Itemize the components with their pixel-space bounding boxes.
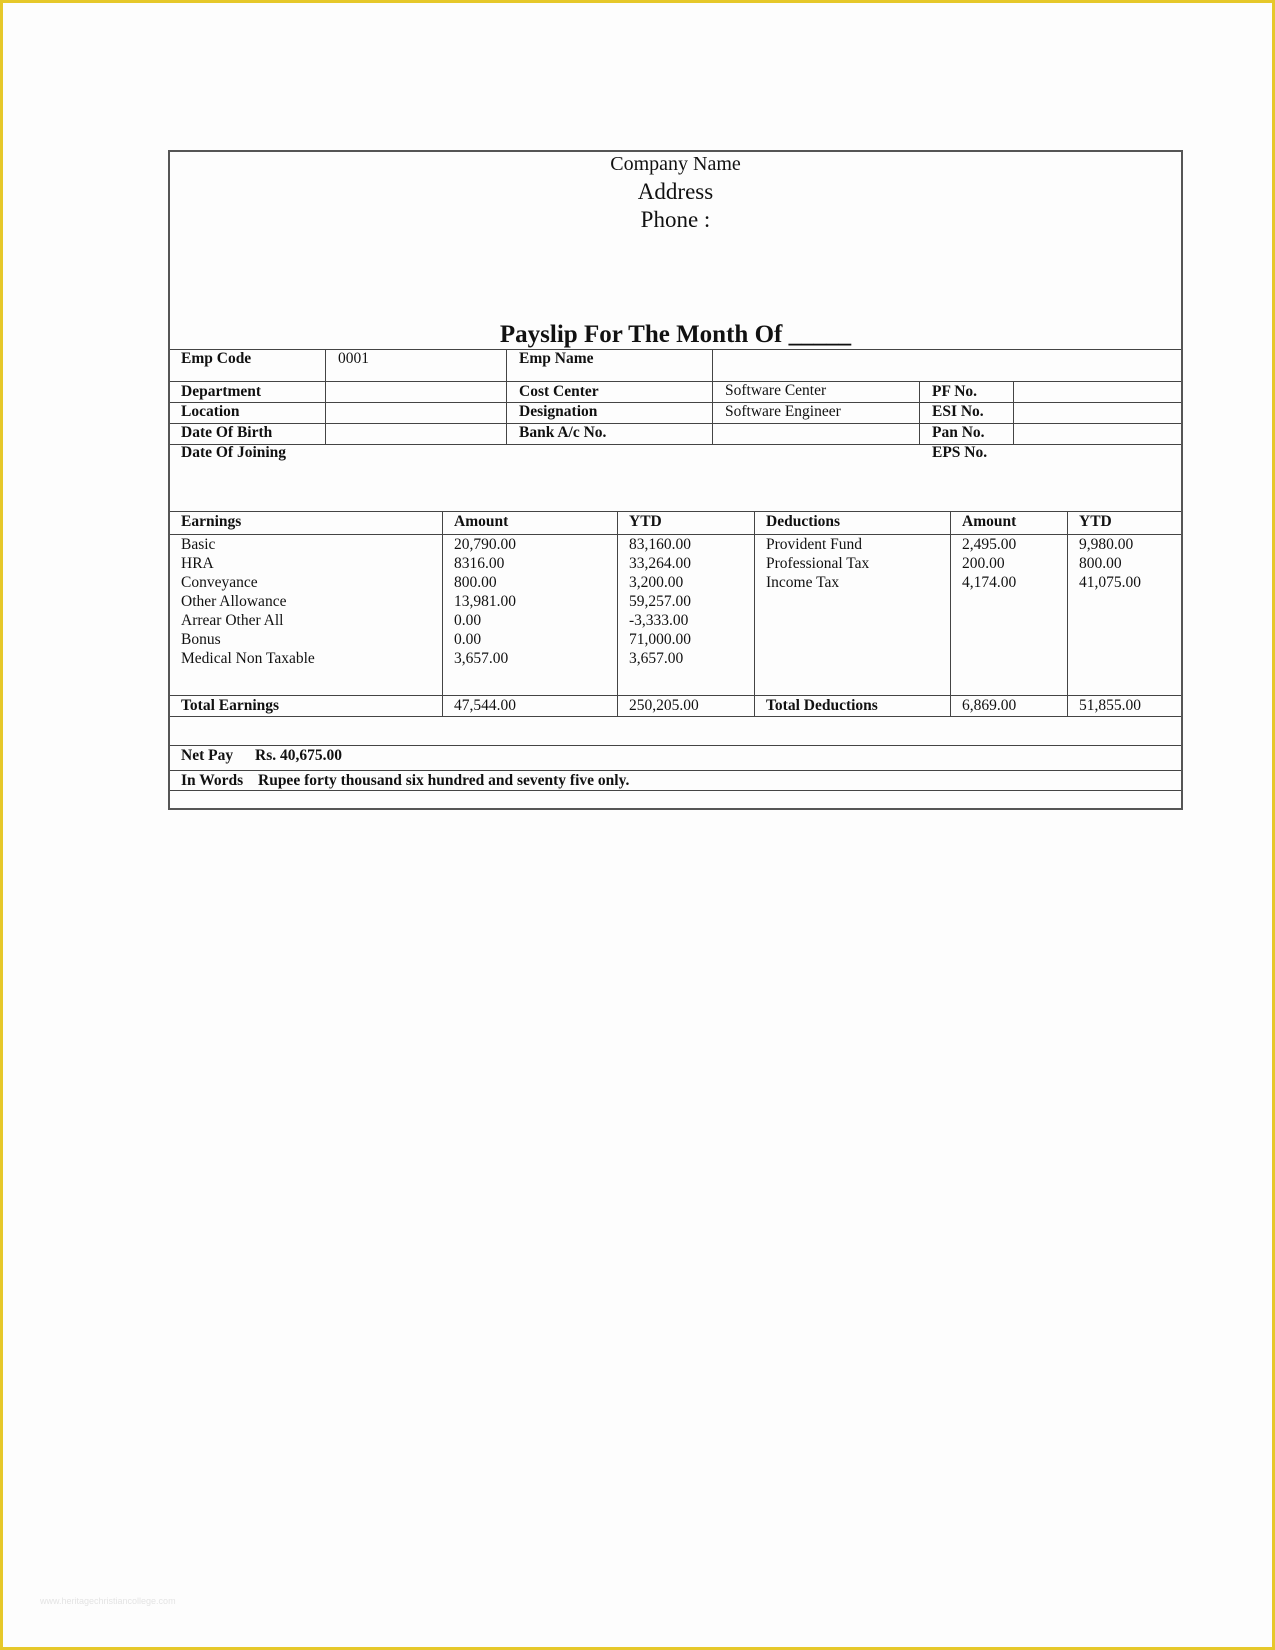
earning-amount: 13,981.00 [454,593,516,610]
earnings-header: Earnings [181,513,242,530]
rule-info-bottom [170,444,1181,445]
total-earnings-label: Total Earnings [181,697,280,714]
total-deductions-label: Total Deductions [766,697,878,714]
earning-amount: 8316.00 [454,555,505,572]
rule-earn-header [170,534,1181,535]
designation-label: Designation [519,403,598,420]
rule-info-2 [170,402,1181,403]
esi-label: ESI No. [932,403,984,420]
rule-earn-v4 [950,511,951,716]
in-words-label: In Words [181,772,244,789]
rule-earn-top [170,511,1181,512]
total-deductions-amount: 6,869.00 [962,697,1017,714]
earning-name: HRA [181,555,214,572]
rule-info-top [170,349,1181,350]
deduction-name: Provident Fund [766,536,863,553]
deduction-name: Income Tax [766,574,840,591]
in-words-value: Rupee forty thousand six hundred and seventy five only. [258,772,630,789]
net-pay-value: Rs. 40,675.00 [255,747,342,764]
rule-info-3 [170,423,1181,424]
rule-words-top [170,770,1181,771]
rule-info-v2 [506,349,507,444]
rule-total-top [170,695,1181,696]
pf-label: PF No. [932,383,978,400]
emp-name-label: Emp Name [519,350,594,367]
deductions-header: Deductions [766,513,841,530]
cost-center-label: Cost Center [519,383,599,400]
earning-ytd: 3,657.00 [629,650,684,667]
designation-value: Software Engineer [725,403,841,420]
bank-label: Bank A/c No. [519,424,607,441]
rule-earn-v1 [442,511,443,716]
earning-name: Arrear Other All [181,612,284,629]
total-earnings-amount: 47,544.00 [454,697,516,714]
earning-ytd: 83,160.00 [629,536,691,553]
net-pay-label: Net Pay [181,747,234,764]
payslip [168,150,1183,810]
watermark: www.heritagechristiancollege.com [40,1596,176,1606]
payslip-title: Payslip For The Month Of _____ [499,321,852,348]
earning-ytd: 3,200.00 [629,574,684,591]
earning-amount: 20,790.00 [454,536,516,553]
department-label: Department [181,383,262,400]
earning-amount: 800.00 [454,574,497,591]
rule-earn-v5 [1067,511,1068,716]
total-deductions-ytd: 51,855.00 [1079,697,1141,714]
dob-label: Date Of Birth [181,424,273,441]
doj-label: Date Of Joining [181,444,287,461]
earning-name: Bonus [181,631,221,648]
earning-ytd: 59,257.00 [629,593,691,610]
deduction-name: Professional Tax [766,555,870,572]
earning-ytd: 33,264.00 [629,555,691,572]
rule-info-v1 [325,349,326,444]
deduction-ytd: 800.00 [1079,555,1122,572]
earning-ytd: -3,333.00 [629,612,689,629]
rule-info-v5 [1013,381,1014,444]
deduction-amount: 2,495.00 [962,536,1017,553]
earning-name: Medical Non Taxable [181,650,315,667]
deduction-amount: 4,174.00 [962,574,1017,591]
eps-label: EPS No. [932,444,988,461]
deduction-ytd: 9,980.00 [1079,536,1134,553]
earning-amount: 0.00 [454,612,482,629]
earning-amount: 3,657.00 [454,650,509,667]
location-label: Location [181,403,240,420]
deductions-ytd-header: YTD [1079,513,1112,530]
rule-info-v3 [712,349,713,444]
deduction-ytd: 41,075.00 [1079,574,1141,591]
rule-earn-v2 [617,511,618,716]
earning-ytd: 71,000.00 [629,631,691,648]
rule-words-bottom [170,790,1181,791]
emp-code-label: Emp Code [181,350,252,367]
company-name: Company Name [610,153,741,175]
rule-info-1 [170,381,1181,382]
earnings-amount-header: Amount [454,513,509,530]
emp-code-value: 0001 [338,350,369,367]
company-phone: Phone : [640,207,711,232]
earning-name: Conveyance [181,574,258,591]
rule-info-v4 [919,381,920,444]
rule-net-top [170,745,1181,746]
deductions-amount-header: Amount [962,513,1017,530]
rule-earn-v3 [754,511,755,716]
company-address: Address [637,179,714,204]
pan-label: Pan No. [932,424,985,441]
total-earnings-ytd: 250,205.00 [629,697,699,714]
deduction-amount: 200.00 [962,555,1005,572]
earning-name: Basic [181,536,216,553]
cost-center-value: Software Center [725,382,827,399]
rule-total-bottom [170,716,1181,717]
earning-amount: 0.00 [454,631,482,648]
earnings-ytd-header: YTD [629,513,662,530]
earning-name: Other Allowance [181,593,287,610]
